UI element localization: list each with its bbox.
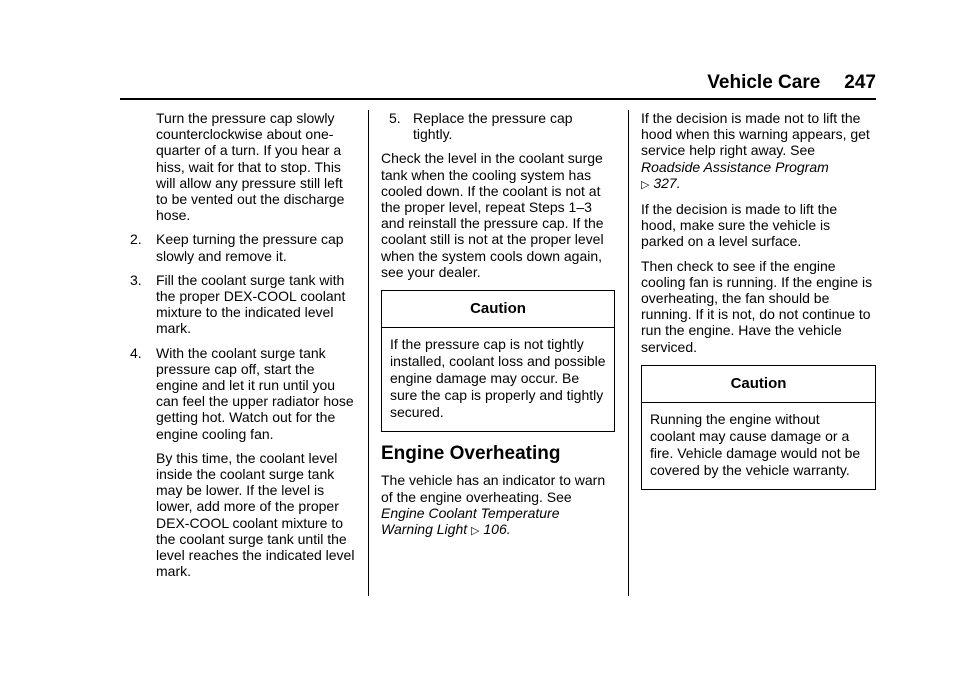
step-number: 2. <box>130 231 142 248</box>
page-ref-arrow-icon: ▷ <box>471 525 480 538</box>
column-divider-1 <box>368 110 369 596</box>
step-text: Replace the pressure cap tightly. <box>413 110 573 143</box>
step-number: 4. <box>130 344 142 361</box>
caution-title: Caution <box>382 291 614 328</box>
step-4 <box>130 345 356 450</box>
step-3 <box>130 272 356 345</box>
paragraph-text: The vehicle has an indicator to warn of the engine overheating. See <box>381 472 606 505</box>
column-3 <box>641 110 876 502</box>
overheating-paragraph <box>381 472 615 539</box>
coolant-level-paragraph: Check the level in the coolant surge tank when the cooling system has cooled down. If the coolant is not at the proper level, repeat Steps 1–3 and reinstall the pressure cap. If the coolant still is not at the proper level when the system cools down again, see your dealer. <box>381 150 604 280</box>
caution-text: If the pressure cap is not tightly installed, coolant loss and possible engine damage may occur. Be sure the cap is properly and tightly secured. <box>390 336 606 421</box>
header-rule <box>120 98 876 100</box>
cross-reference-link[interactable]: Engine Coolant Temperature Warning Light <box>381 504 560 538</box>
step-number: 3. <box>130 271 142 288</box>
step-text: Keep turning the pressure cap slowly and remove it. <box>156 231 344 264</box>
caution-box <box>381 290 615 432</box>
page-ref-arrow-icon: ▷ <box>641 178 650 191</box>
column-1 <box>130 110 356 587</box>
page-reference[interactable]: 106. <box>483 521 511 538</box>
lift-hood-paragraph: If the decision is made to lift the hood, make sure the vehicle is parked on a level surface. <box>641 201 838 250</box>
cooling-fan-paragraph: Then check to see if the engine cooling fan is running. If the engine is overheating, the fan should be running. If it is not, do not continue to run the engine. Have the vehicle serviced. <box>641 257 873 355</box>
page-reference[interactable]: 327. <box>653 174 681 191</box>
step-1-continuation: Turn the pressure cap slowly counterclockwise about one-quarter of a turn. If you hear a hiss, wait for that to stop. This will allow any pressure still left to be vented out the discharge hose. <box>156 110 345 224</box>
column-divider-2 <box>628 110 629 596</box>
cross-reference-link[interactable]: Roadside Assistance Program <box>641 158 829 175</box>
step-text: Fill the coolant surge tank with the proper DEX-COOL coolant mixture to the indicated level mark. <box>156 271 346 337</box>
page-header <box>660 72 876 94</box>
section-title: Vehicle Care <box>707 72 821 93</box>
service-paragraph <box>641 110 876 193</box>
caution-box <box>641 365 876 490</box>
caution-text: Running the engine without coolant may cause damage or a fire. Vehicle damage would not be covered by the vehicle warranty. <box>650 411 861 479</box>
step-2 <box>130 231 356 271</box>
column-2 <box>381 110 615 547</box>
step-text: With the coolant surge tank pressure cap off, start the engine and let it run until you can feel the upper radiator hose getting hot. Watch out for the engine cooling fan. <box>156 344 354 442</box>
step-5 <box>381 110 615 150</box>
paragraph-text: If the decision is made not to lift the hood when this warning appears, get service help right away. See <box>641 110 870 159</box>
step-4-continuation: By this time, the coolant level inside the coolant surge tank may be lower. If the level is lower, add more of the proper DEX-COOL coolant mixture to the coolant surge tank until the level reaches the indicated level mark. <box>156 449 355 580</box>
step-number: 5. <box>389 110 401 126</box>
page-number: 247 <box>844 72 876 93</box>
section-heading: Engine Overheating <box>381 443 561 465</box>
caution-title: Caution <box>642 366 875 403</box>
